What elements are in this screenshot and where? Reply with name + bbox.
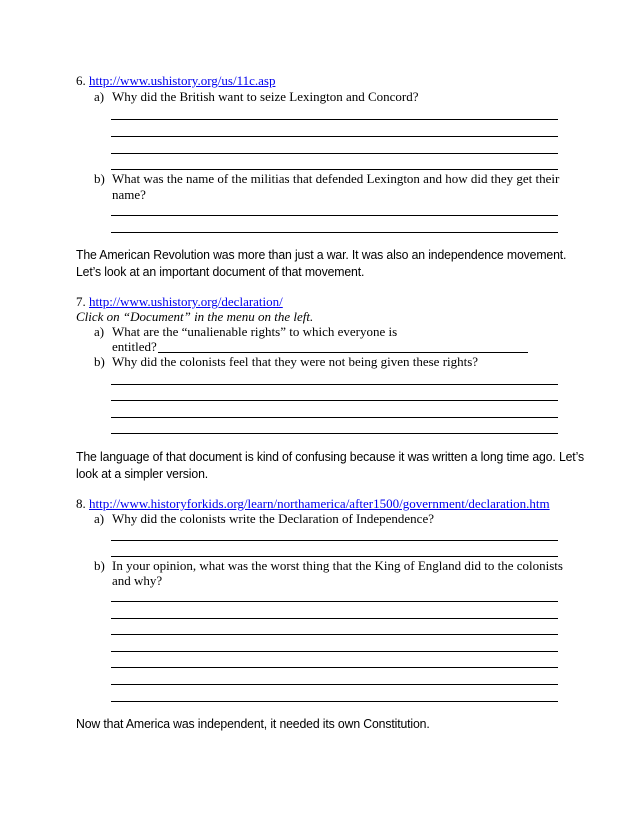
- question-7b-label: b): [94, 354, 105, 369]
- question-6-header: [76, 73, 275, 89]
- answer-line[interactable]: [111, 618, 558, 619]
- answer-line[interactable]: [111, 232, 558, 233]
- paragraph-1-line1: The American Revolution was more than just a war. It was also an independence movement.: [76, 247, 567, 262]
- question-6a-label: a): [94, 89, 105, 104]
- answer-line[interactable]: [111, 601, 558, 602]
- answer-blank[interactable]: [158, 352, 528, 353]
- question-8-link[interactable]: http://www.historyforkids.org/learn/northamerica/after1500/government/declaration.htm: [89, 496, 550, 511]
- question-7-instruction: Click on “Document” in the menu on the left.: [76, 309, 314, 324]
- answer-line[interactable]: [111, 169, 558, 170]
- answer-line[interactable]: [111, 634, 558, 635]
- question-6b-text-line1: What was the name of the militias that defended Lexington and how did they get their: [112, 171, 560, 186]
- question-8b-text-line1: In your opinion, what was the worst thing that the King of England did to the colonists: [112, 558, 563, 573]
- answer-line[interactable]: [111, 433, 558, 434]
- paragraph-2-line1: The language of that document is kind of confusing because it was written a long time ago. Let’s: [76, 449, 584, 464]
- question-7a-text-line2: entitled?: [112, 339, 157, 354]
- answer-line[interactable]: [111, 556, 558, 557]
- question-7-link[interactable]: http://www.ushistory.org/declaration/: [89, 294, 283, 309]
- paragraph-2-line2: look at a simpler version.: [76, 466, 209, 481]
- question-8a-text: Why did the colonists write the Declaration of Independence?: [112, 511, 434, 526]
- question-6b-text-line2: name?: [112, 187, 146, 202]
- answer-line[interactable]: [111, 651, 558, 652]
- answer-line[interactable]: [111, 215, 558, 216]
- paragraph-1-line2: Let’s look at an important document of that movement.: [76, 264, 365, 279]
- question-8b-text-line2: and why?: [112, 573, 163, 588]
- question-8-header: [76, 496, 550, 512]
- question-7a-label: a): [94, 324, 105, 339]
- answer-line[interactable]: [111, 384, 558, 385]
- question-7-number: 7.: [76, 294, 86, 309]
- answer-line[interactable]: [111, 540, 558, 541]
- answer-line[interactable]: [111, 417, 558, 418]
- question-7b-text: Why did the colonists feel that they were not being given these rights?: [112, 354, 479, 369]
- question-7a-text-line1: What are the “unalienable rights” to which everyone is: [112, 324, 398, 339]
- answer-line[interactable]: [111, 136, 558, 137]
- answer-line[interactable]: [111, 400, 558, 401]
- question-8-number: 8.: [76, 496, 86, 511]
- answer-line[interactable]: [111, 153, 558, 154]
- question-8b-label: b): [94, 558, 105, 573]
- question-6-number: 6.: [76, 73, 86, 88]
- question-6-link[interactable]: http://www.ushistory.org/us/11c.asp: [89, 73, 276, 88]
- answer-line[interactable]: [111, 119, 558, 120]
- answer-line[interactable]: [111, 701, 558, 702]
- question-8a-label: a): [94, 511, 105, 526]
- question-7-header: [76, 294, 283, 310]
- answer-line[interactable]: [111, 667, 558, 668]
- answer-line[interactable]: [111, 684, 558, 685]
- question-6a-text: Why did the British want to seize Lexington and Concord?: [112, 89, 419, 104]
- question-6b-label: b): [94, 171, 105, 186]
- paragraph-3-line1: Now that America was independent, it needed its own Constitution.: [76, 716, 430, 731]
